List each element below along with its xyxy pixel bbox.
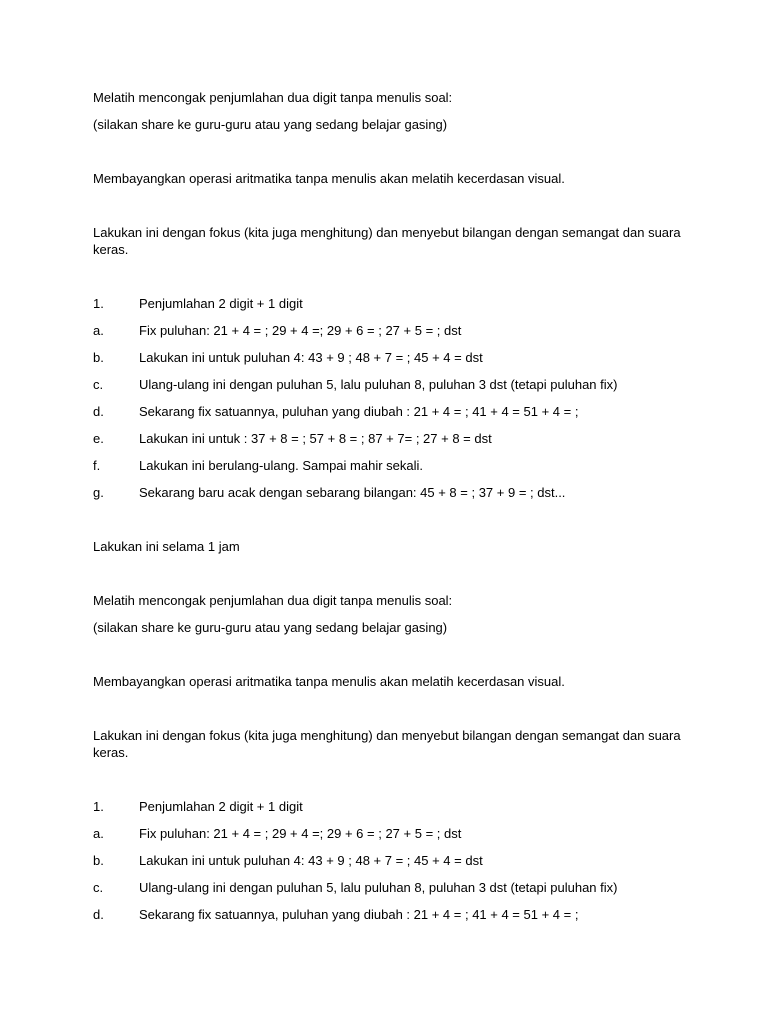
list-item [93, 376, 683, 393]
list-item [93, 322, 683, 339]
document-page [93, 89, 683, 923]
list-item [93, 879, 683, 896]
list-text: Lakukan ini untuk puluhan 4: 43 + 9 ; 48 + 7 = ; 45 + 4 = dst [139, 853, 483, 868]
paragraph-visual: Membayangkan operasi aritmatika tanpa menulis akan melatih kecerdasan visual. [93, 674, 565, 689]
list-marker: e. [93, 431, 104, 446]
list-item [93, 906, 683, 923]
list-item [93, 484, 683, 501]
list-marker: a. [93, 826, 104, 841]
closing-line: Lakukan ini selama 1 jam [93, 539, 240, 554]
list-text: Fix puluhan: 21 + 4 = ; 29 + 4 =; 29 + 6 = ; 27 + 5 = ; dst [139, 323, 462, 338]
intro-heading: Melatih mencongak penjumlahan dua digit tanpa menulis soal: [93, 90, 453, 105]
list-marker: 1. [93, 296, 104, 311]
intro-heading: Melatih mencongak penjumlahan dua digit tanpa menulis soal: [93, 593, 453, 608]
list-text: Lakukan ini berulang-ulang. Sampai mahir sekali. [139, 458, 423, 473]
list-text: Ulang-ulang ini dengan puluhan 5, lalu puluhan 8, puluhan 3 dst (tetapi puluhan fix) [139, 880, 618, 895]
list-item [93, 430, 683, 447]
list-text: Sekarang fix satuannya, puluhan yang diubah : 21 + 4 = ; 41 + 4 = 51 + 4 = ; [139, 907, 579, 922]
paragraph-focus: Lakukan ini dengan fokus (kita juga menghitung) dan menyebut bilangan dengan semangat dan suara keras. [93, 225, 681, 257]
list-text: Penjumlahan 2 digit + 1 digit [139, 799, 303, 814]
list-item [93, 457, 683, 474]
list-marker: d. [93, 907, 104, 922]
list-text: Sekarang baru acak dengan sebarang bilangan: 45 + 8 = ; 37 + 9 = ; dst... [139, 485, 566, 500]
list-marker: d. [93, 404, 104, 419]
list-marker: a. [93, 323, 104, 338]
paragraph-visual: Membayangkan operasi aritmatika tanpa menulis akan melatih kecerdasan visual. [93, 171, 565, 186]
list-item [93, 852, 683, 869]
list-marker: c. [93, 377, 104, 392]
list-text: Fix puluhan: 21 + 4 = ; 29 + 4 =; 29 + 6 = ; 27 + 5 = ; dst [139, 826, 462, 841]
list-item [93, 798, 683, 815]
list-text: Penjumlahan 2 digit + 1 digit [139, 296, 303, 311]
list-marker: f. [93, 458, 101, 473]
list-item [93, 295, 683, 312]
list-marker: c. [93, 880, 104, 895]
instruction-list [93, 295, 683, 501]
list-marker: 1. [93, 799, 104, 814]
intro-subtitle: (silakan share ke guru-guru atau yang sedang belajar gasing) [93, 117, 448, 132]
list-text: Lakukan ini untuk : 37 + 8 = ; 57 + 8 = ; 87 + 7= ; 27 + 8 = dst [139, 431, 492, 446]
list-text: Ulang-ulang ini dengan puluhan 5, lalu puluhan 8, puluhan 3 dst (tetapi puluhan fix) [139, 377, 618, 392]
instruction-list [93, 798, 683, 923]
list-text: Lakukan ini untuk puluhan 4: 43 + 9 ; 48 + 7 = ; 45 + 4 = dst [139, 350, 483, 365]
list-item [93, 349, 683, 366]
list-item [93, 403, 683, 420]
list-marker: b. [93, 350, 104, 365]
list-marker: g. [93, 485, 104, 500]
list-item [93, 825, 683, 842]
list-text: Sekarang fix satuannya, puluhan yang diubah : 21 + 4 = ; 41 + 4 = 51 + 4 = ; [139, 404, 579, 419]
paragraph-focus: Lakukan ini dengan fokus (kita juga menghitung) dan menyebut bilangan dengan semangat dan suara keras. [93, 728, 681, 760]
intro-subtitle: (silakan share ke guru-guru atau yang sedang belajar gasing) [93, 620, 448, 635]
list-marker: b. [93, 853, 104, 868]
